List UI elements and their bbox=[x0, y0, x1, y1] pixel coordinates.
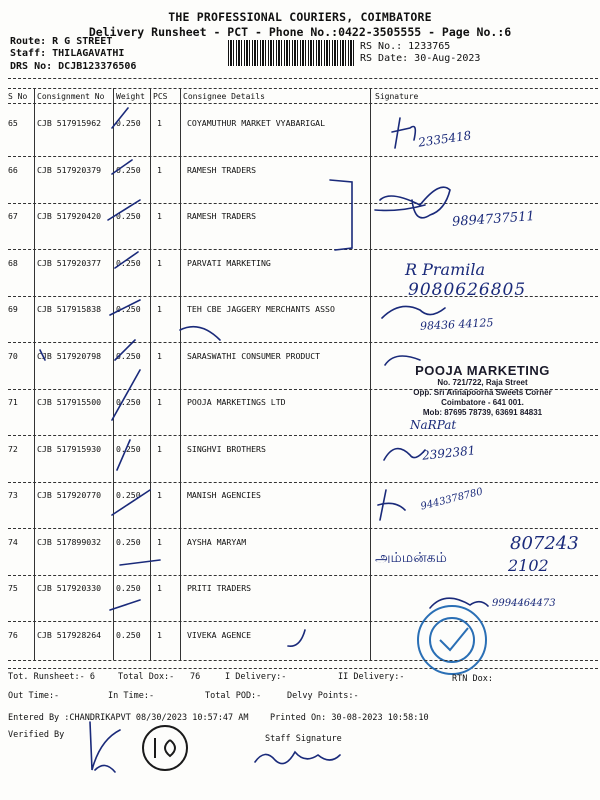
rs-date: RS Date: 30-Aug-2023 bbox=[360, 53, 481, 64]
footer-divider bbox=[8, 660, 598, 661]
weight: 0.250 bbox=[116, 397, 141, 407]
delvy-points-label: Delvy Points:- bbox=[287, 691, 359, 701]
stamp-address-2: Opp. Sri Annapoorna Sweets Corner bbox=[413, 388, 552, 397]
consignment-number: CJB 517920330 bbox=[37, 583, 102, 593]
handwritten-number: 9443378780 bbox=[419, 486, 485, 513]
pieces: 1 bbox=[157, 490, 162, 500]
tot-runsheet: Tot. Runsheet:- 6 bbox=[8, 672, 95, 682]
row-sno: 65 bbox=[8, 118, 18, 128]
row-divider bbox=[8, 249, 598, 250]
consignment-number: CJB 517920420 bbox=[37, 211, 102, 221]
row-sno: 73 bbox=[8, 490, 18, 500]
handwritten-number: 9894737511 bbox=[451, 209, 536, 230]
consignment-number: CJB 517899032 bbox=[37, 536, 102, 547]
row-sno: 69 bbox=[8, 304, 18, 314]
weight: 0.250 bbox=[116, 350, 141, 361]
rs-number: RS No.: 1233765 bbox=[360, 41, 451, 52]
company-stamp bbox=[380, 363, 585, 418]
staff-signature-label: Staff Signature bbox=[265, 734, 342, 744]
route-label: Route: R G STREET bbox=[10, 36, 113, 47]
table-row bbox=[0, 630, 600, 676]
table-row bbox=[0, 165, 600, 211]
pieces: 1 bbox=[157, 304, 162, 314]
consignee-name: POOJA MARKETINGS LTD bbox=[187, 397, 286, 407]
runsheet-subtitle: Delivery Runsheet - PCT - Phone No.:0422-3505555 - Page No.:6 bbox=[88, 25, 512, 39]
handwritten-number: 9994464473 bbox=[492, 598, 556, 609]
row-divider bbox=[8, 528, 598, 529]
consignment-number: CJB 517915930 bbox=[37, 443, 102, 454]
consignment-number: CJB 517920379 bbox=[37, 164, 102, 175]
entered-by: Entered By :CHANDRIKAPVT 08/30/2023 10:57:47 AM bbox=[8, 713, 249, 723]
header-divider bbox=[8, 88, 598, 89]
handwritten-name: அம்மன்கம் bbox=[375, 550, 447, 566]
weight: 0.250 bbox=[116, 629, 141, 640]
row-divider bbox=[8, 342, 598, 343]
pieces: 1 bbox=[157, 583, 162, 593]
row-divider bbox=[8, 203, 598, 204]
stamp-address-1: No. 721/722, Raja Street bbox=[437, 378, 528, 387]
staff-label: Staff: THILAGAVATHI bbox=[10, 48, 125, 59]
circled-number bbox=[143, 726, 187, 770]
weight: 0.250 bbox=[116, 164, 141, 175]
row-divider bbox=[8, 668, 598, 669]
consignee-name: RAMESH TRADERS bbox=[187, 211, 257, 221]
stamp-address-3: Coimbatore - 641 001. bbox=[441, 398, 524, 407]
consignment-number: CJB 517928264 bbox=[37, 629, 102, 640]
signature-stroke bbox=[90, 722, 120, 772]
pieces: 1 bbox=[157, 118, 162, 128]
verified-by-label: Verified By bbox=[8, 730, 65, 740]
weight: 0.250 bbox=[116, 118, 141, 128]
handwritten-number: 9080626805 bbox=[408, 280, 527, 300]
consignment-number: CJB 517915500 bbox=[37, 397, 102, 407]
col-consignment: Consignment No bbox=[37, 92, 105, 101]
stamp-name: POOJA MARKETING bbox=[415, 363, 550, 378]
weight: 0.250 bbox=[116, 490, 141, 500]
consignment-number: CJB 517920770 bbox=[37, 490, 102, 500]
row-divider bbox=[8, 621, 598, 622]
pieces: 1 bbox=[157, 397, 162, 407]
pieces: 1 bbox=[157, 164, 162, 175]
row-sno: 72 bbox=[8, 443, 18, 454]
pieces: 1 bbox=[157, 443, 162, 454]
row-sno: 71 bbox=[8, 397, 18, 407]
pieces: 1 bbox=[157, 257, 162, 268]
total-pod-label: Total POD:- bbox=[205, 691, 262, 701]
consignment-number: CJB 517920377 bbox=[37, 257, 102, 268]
company-title: THE PROFESSIONAL COURIERS, COIMBATORE bbox=[168, 10, 432, 24]
consignment-number: CJB 517920798 bbox=[37, 350, 102, 361]
drs-number: DRS No: DCJB123376506 bbox=[10, 61, 137, 72]
row-divider bbox=[8, 156, 598, 157]
out-time-label: Out Time:- bbox=[8, 691, 60, 701]
i-delivery-label: I Delivery:- bbox=[225, 672, 287, 682]
consignment-number: CJB 517915962 bbox=[37, 118, 102, 128]
col-sno: S No bbox=[8, 92, 28, 101]
weight: 0.250 bbox=[116, 211, 141, 221]
weight: 0.250 bbox=[116, 583, 141, 593]
handwritten-number: 98436 44125 bbox=[419, 316, 494, 333]
row-sno: 75 bbox=[8, 583, 18, 593]
weight: 0.250 bbox=[116, 443, 141, 454]
consignee-name: VIVEKA AGENCE bbox=[187, 629, 252, 640]
stamp-phone: Mob: 87695 78739, 63691 84831 bbox=[422, 408, 543, 417]
consignee-name: PRITI TRADERS bbox=[187, 583, 252, 593]
consignee-name: RAMESH TRADERS bbox=[187, 164, 257, 175]
handwritten-name: NaRPat bbox=[410, 418, 457, 432]
total-dox-label: Total Dox:- bbox=[118, 672, 175, 682]
col-weight: Weight bbox=[116, 92, 145, 101]
table-row bbox=[0, 444, 600, 490]
col-pcs: PCS bbox=[153, 92, 168, 101]
ii-delivery-label: II Delivery:- bbox=[338, 672, 405, 682]
table-row bbox=[0, 304, 600, 350]
col-consignee: Consignee Details bbox=[183, 92, 265, 101]
row-divider bbox=[8, 482, 598, 483]
pieces: 1 bbox=[157, 350, 162, 361]
consignee-name: SINGHVI BROTHERS bbox=[187, 443, 266, 454]
row-sno: 70 bbox=[8, 350, 18, 361]
total-dox-value: 76 bbox=[190, 672, 201, 682]
col-signature: Signature bbox=[375, 92, 419, 101]
handwritten-name: R Pramila bbox=[405, 260, 486, 279]
barcode bbox=[228, 40, 354, 66]
in-time-label: In Time:- bbox=[108, 691, 155, 701]
rtn-dox-label: RTN Dox: bbox=[452, 674, 493, 684]
pieces: 1 bbox=[157, 211, 162, 221]
handwritten-number: 807243 bbox=[510, 533, 579, 554]
consignee-name: PARVATI MARKETING bbox=[187, 257, 271, 268]
handwritten-number: 2392381 bbox=[421, 443, 477, 463]
consignee-name: TEH CBE JAGGERY MERCHANTS ASSO bbox=[187, 304, 335, 314]
row-sno: 66 bbox=[8, 164, 18, 175]
pieces: 1 bbox=[157, 629, 162, 640]
table-row bbox=[0, 490, 600, 536]
row-sno: 74 bbox=[8, 536, 18, 547]
pieces: 1 bbox=[157, 536, 162, 547]
row-sno: 68 bbox=[8, 257, 18, 268]
header-divider bbox=[8, 103, 598, 104]
handwritten-number: 2335418 bbox=[417, 128, 473, 150]
row-sno: 67 bbox=[8, 211, 18, 221]
handwritten-number: 2102 bbox=[508, 556, 549, 575]
printed-on: Printed On: 30-08-2023 10:58:10 bbox=[270, 713, 429, 723]
row-sno: 76 bbox=[8, 629, 18, 640]
row-divider bbox=[8, 435, 598, 436]
header-divider bbox=[8, 78, 598, 79]
signature-stroke bbox=[255, 752, 340, 764]
consignee-name: SARASWATHI CONSUMER PRODUCT bbox=[187, 350, 321, 361]
weight: 0.250 bbox=[116, 536, 141, 547]
consignment-number: CJB 517915838 bbox=[37, 304, 102, 314]
table-row bbox=[0, 118, 600, 164]
weight: 0.250 bbox=[116, 304, 141, 314]
consignee-name: MANISH AGENCIES bbox=[187, 490, 261, 500]
weight: 0.250 bbox=[116, 257, 141, 268]
consignee-name: COYAMUTHUR MARKET VYABARIGAL bbox=[187, 118, 326, 128]
consignee-name: AYSHA MARYAM bbox=[187, 536, 247, 547]
